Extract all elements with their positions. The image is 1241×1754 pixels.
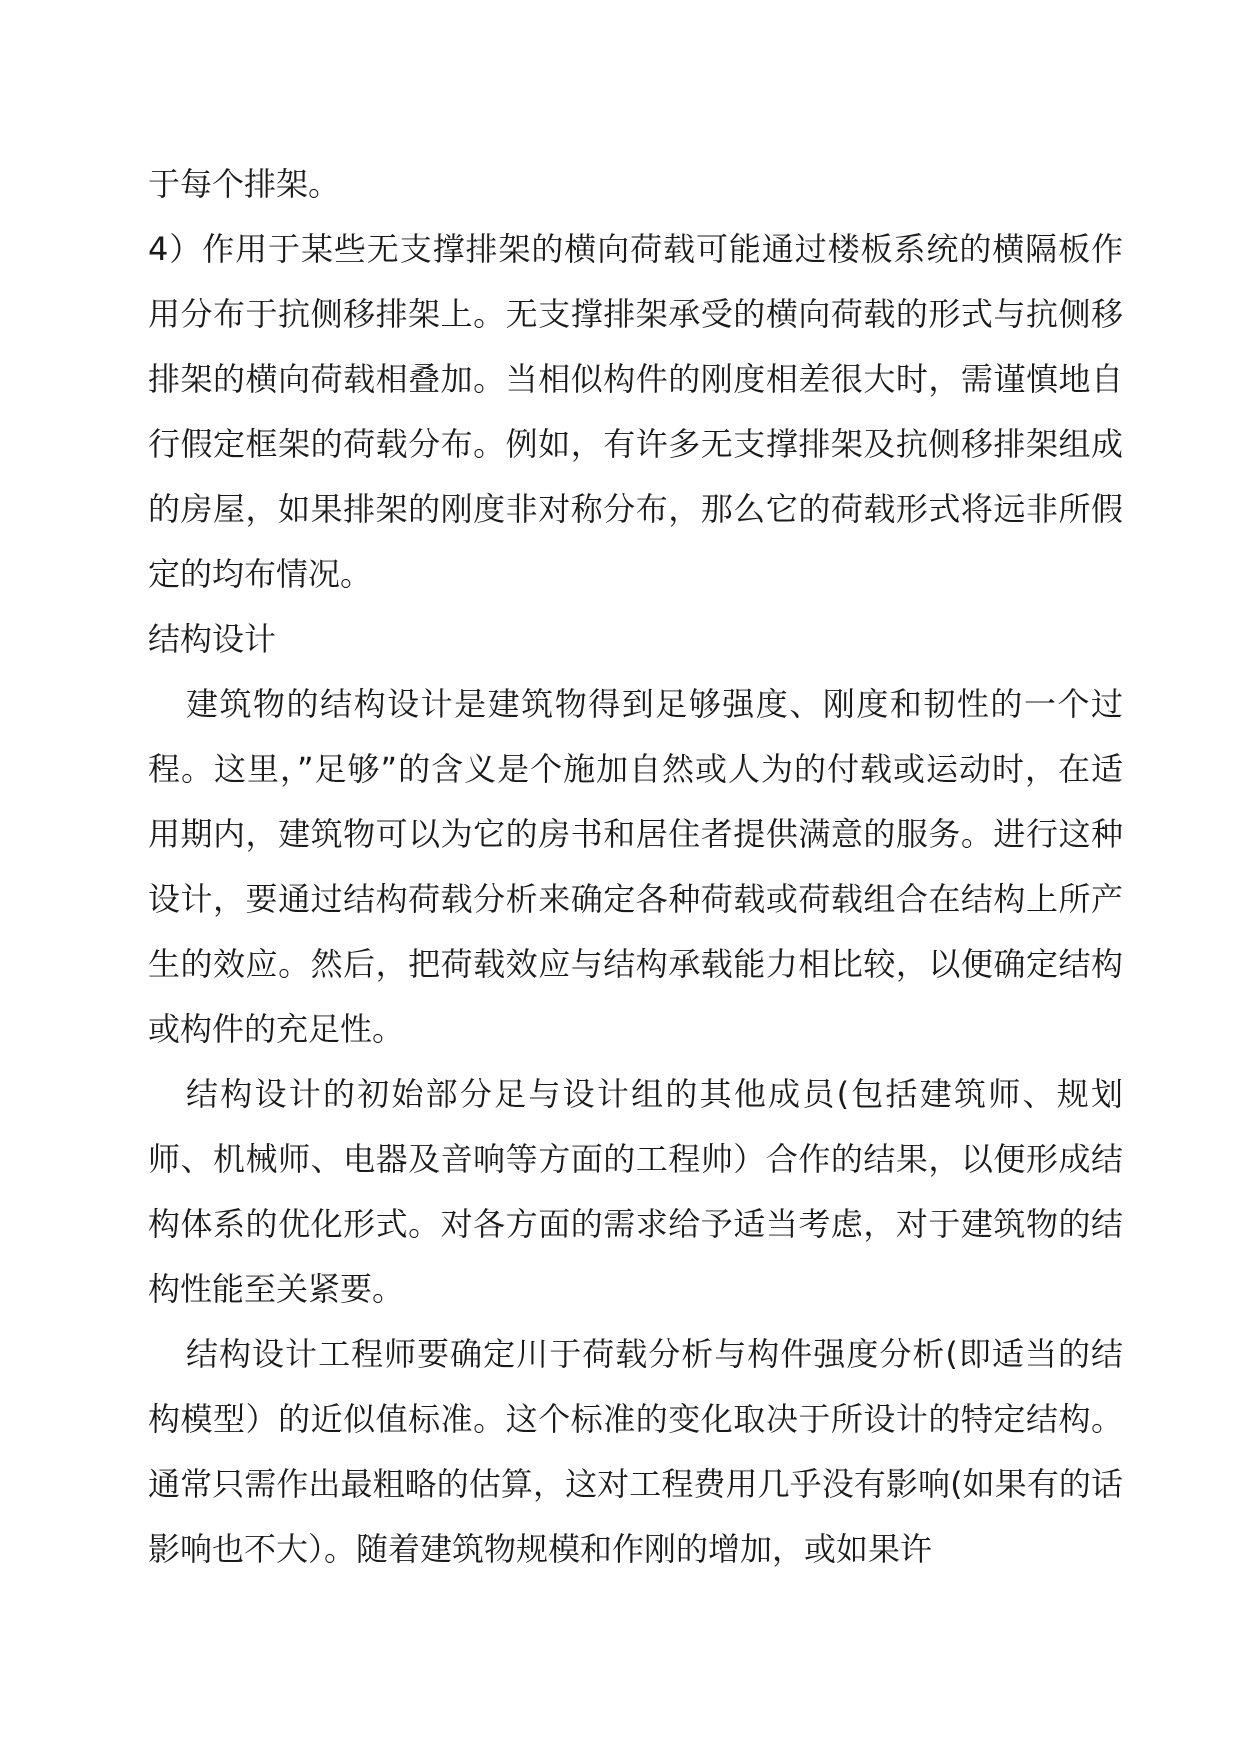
paragraph-structural-design-3: 结构设计工程师要确定川于荷载分析与构件强度分析(即适当的结构模型）的近似值标准。这个标准的变化取决于所设计的特定结构。通常只需作出最粗略的估算，这对工程费用几乎没有影响(如果有的话影响也不大）。随着建筑物规模和作刚的增加，或如果许 [148,1335,1123,1568]
section-heading: 结构设计 [148,620,277,658]
paragraph-structural-design-2: 结构设计的初始部分足与设计组的其他成员(包括建筑师、规划师、机械师、电器及音响等方面的工程帅）合作的结果，以便形成结构体系的优化形式。对各方面的需求给予适当考虑，对于建筑物的结构性能至关紧要。 [148,1075,1123,1308]
body-text [148,152,1123,1582]
paragraph-structural-design-1: 建筑物的结构设计是建筑物得到足够强度、刚度和韧性的一个过程。这里，”足够”的含义是个施加自然或人为的付载或运动时，在适用期内，建筑物可以为它的房书和居住者提供满意的服务。进行这种设计，要通过结构荷载分析来确定各种荷载或荷载组合在结构上所产生的效应。然后，把荷载效应与结构承载能力相比较，以便确定结构或构件的充足性。 [148,685,1123,1048]
paragraph-continuation: 于每个排架。 [148,165,341,203]
paragraph-item-4: 4）作用于某些无支撑排架的横向荷载可能通过楼板系统的横隔板作用分布于抗侧移排架上。无支撑排架承受的横向荷载的形式与抗侧移排架的横向荷载相叠加。当相似构件的刚度相差很大时，需谨慎地自行假定框架的荷载分布。例如，有许多无支撑排架及抗侧移排架组成的房屋，如果排架的刚度非对称分布，那么它的荷载形式将远非所假定的均布情况。 [148,230,1123,593]
